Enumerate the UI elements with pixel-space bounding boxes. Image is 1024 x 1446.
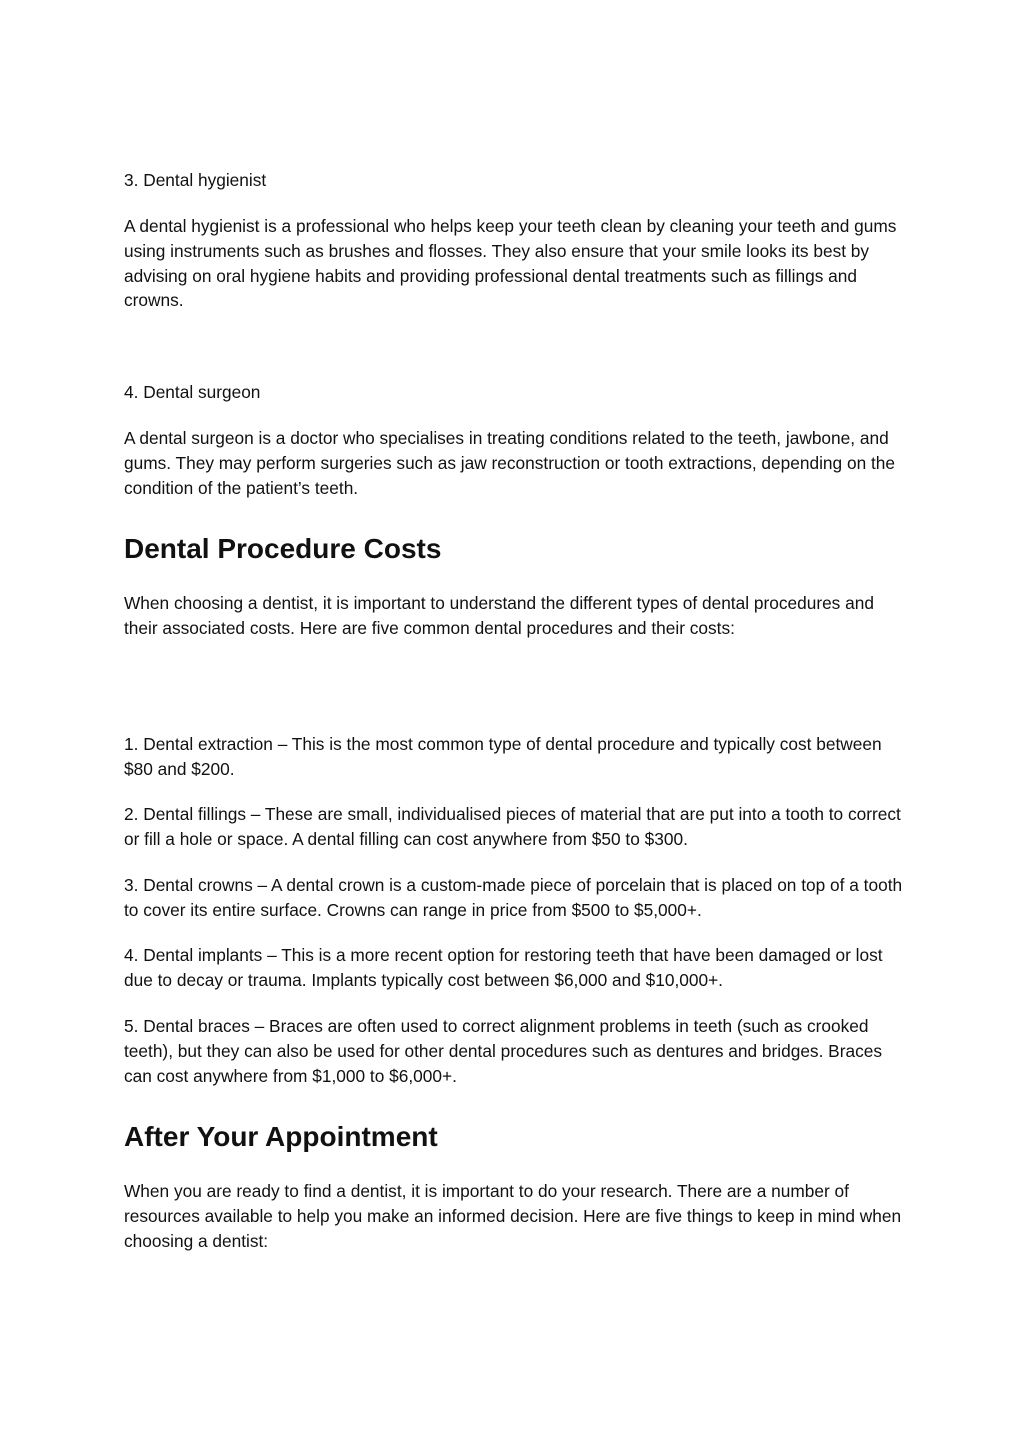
cost-item-crowns: 3. Dental crowns – A dental crown is a custom-made piece of porcelain that is placed on top of a tooth to cover its entire surface. Crowns can range in price from $500 to $5,000+.: [124, 875, 903, 920]
procedure-costs-title: Dental Procedure Costs: [124, 533, 442, 564]
after-appointment-intro: When you are ready to find a dentist, it is important to do your research. There are a number of resources available to help you make an informed decision. Here are five things to keep in mind when choosing a dentist:: [124, 1181, 902, 1251]
hygienist-heading: 3. Dental hygienist: [124, 170, 267, 190]
procedure-costs-intro: When choosing a dentist, it is important to understand the different types of dental procedures and their associated costs. Here are five common dental procedures and their costs:: [124, 593, 874, 638]
cost-item-braces: 5. Dental braces – Braces are often used to correct alignment problems in teeth (such as crooked teeth), but they can also be used for other dental procedures such as dentures and bridges. Braces can cost anywhere from $1,000 to $6,000+.: [124, 1016, 882, 1086]
surgeon-heading: 4. Dental surgeon: [124, 382, 261, 402]
surgeon-paragraph: A dental surgeon is a doctor who specialises in treating conditions related to the teeth, jawbone, and gums. They may perform surgeries such as jaw reconstruction or tooth extractions, depending on the condition of the patient’s teeth.: [124, 428, 896, 498]
after-appointment-title: After Your Appointment: [124, 1121, 438, 1152]
cost-item-fillings: 2. Dental fillings – These are small, individualised pieces of material that are put into a tooth to correct or fill a hole or space. A dental filling can cost anywhere from $50 to $300.: [124, 804, 901, 849]
cost-item-implants: 4. Dental implants – This is a more recent option for restoring teeth that have been damaged or lost due to decay or trauma. Implants typically cost between $6,000 and $10,000+.: [124, 945, 883, 990]
hygienist-paragraph: A dental hygienist is a professional who helps keep your teeth clean by cleaning your teeth and gums using instruments such as brushes and flosses. They also ensure that your smile looks its best by advising on oral hygiene habits and providing professional dental treatments such as fillings and crowns.: [124, 216, 897, 311]
cost-item-extraction: 1. Dental extraction – This is the most common type of dental procedure and typically cost between $80 and $200.: [124, 734, 882, 779]
